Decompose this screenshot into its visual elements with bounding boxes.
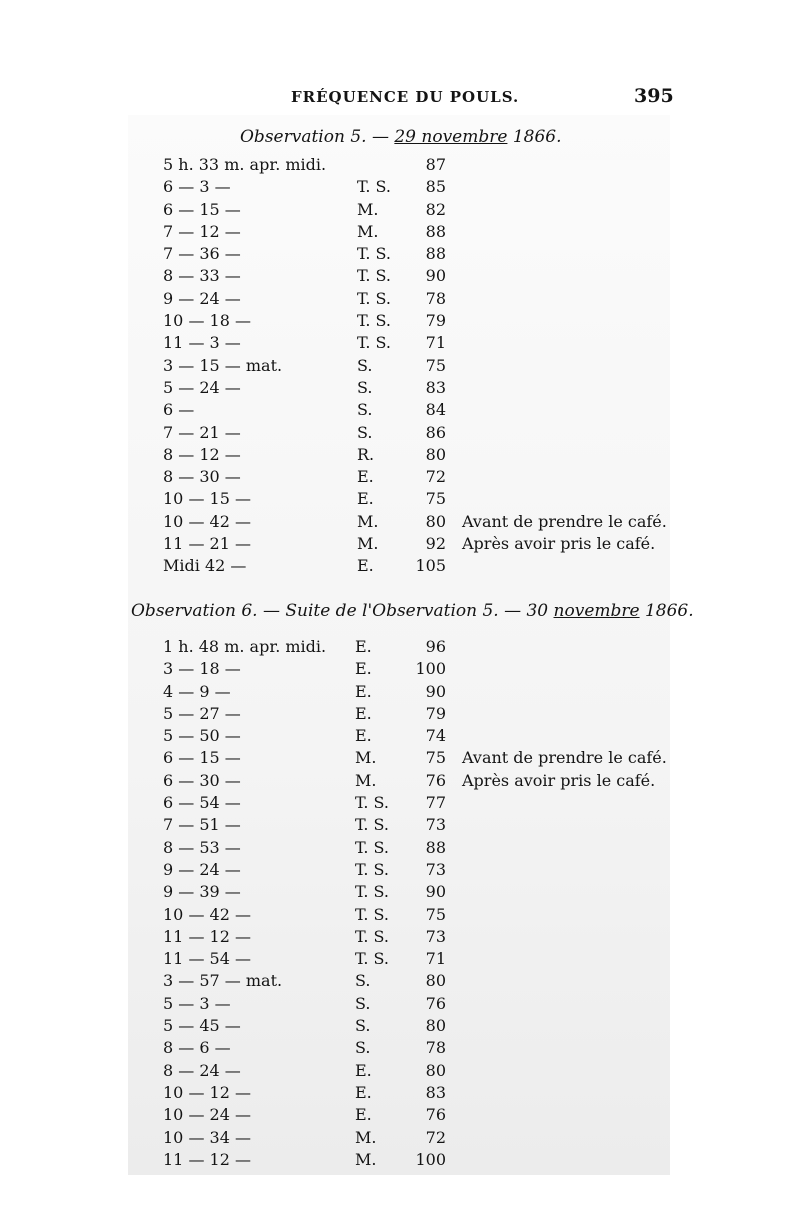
time-cell: 7 — 21 — xyxy=(163,422,241,442)
observation-6-table xyxy=(0,637,800,1172)
table-row xyxy=(0,155,800,177)
time-cell: 10 — 18 — xyxy=(163,311,251,331)
table-row xyxy=(0,378,800,400)
time-cell: 5 — 50 — xyxy=(163,726,241,746)
pulse-cell: 72 xyxy=(425,467,446,487)
time-cell: 11 — 12 — xyxy=(163,1149,251,1169)
time-cell: 5 — 45 — xyxy=(163,1016,241,1036)
table-row xyxy=(0,512,800,534)
state-cell: T. S. xyxy=(357,333,391,353)
table-row xyxy=(0,682,800,704)
time-cell: 8 — 6 — xyxy=(163,1038,231,1058)
table-row xyxy=(0,244,800,266)
note-cell: Avant de prendre le café. xyxy=(462,748,667,768)
table-row xyxy=(0,177,800,199)
state-cell: E. xyxy=(355,659,372,679)
pulse-cell: 79 xyxy=(425,703,446,723)
state-cell: T. S. xyxy=(355,904,389,924)
pulse-cell: 71 xyxy=(425,333,446,353)
pulse-cell: 87 xyxy=(425,155,446,174)
table-row xyxy=(0,1038,800,1060)
observation-5-table xyxy=(0,155,800,579)
pulse-cell: 90 xyxy=(425,882,446,902)
state-cell: T. S. xyxy=(355,793,389,813)
table-row xyxy=(0,1105,800,1127)
pulse-cell: 105 xyxy=(415,556,446,576)
time-cell: 8 — 30 — xyxy=(163,467,241,487)
state-cell: M. xyxy=(355,748,377,768)
state-cell: T. S. xyxy=(355,815,389,835)
table-row xyxy=(0,905,800,927)
table-row xyxy=(0,423,800,445)
table-row xyxy=(0,1016,800,1038)
pulse-cell: 78 xyxy=(425,1038,446,1058)
pulse-cell: 75 xyxy=(425,748,446,768)
pulse-cell: 80 xyxy=(425,511,446,531)
time-cell: 5 — 24 — xyxy=(163,377,241,397)
pulse-cell: 90 xyxy=(425,681,446,701)
pulse-cell: 75 xyxy=(425,489,446,509)
pulse-cell: 79 xyxy=(425,311,446,331)
table-row xyxy=(0,489,800,511)
state-cell: S. xyxy=(357,422,373,442)
pulse-cell: 75 xyxy=(425,355,446,375)
table-row xyxy=(0,971,800,993)
observation-5-title-prefix: Observation 5. — xyxy=(240,127,395,147)
time-cell: 8 — 12 — xyxy=(163,444,241,464)
time-cell: 7 — 12 — xyxy=(163,221,241,241)
observation-6-title xyxy=(131,601,694,621)
page-number: 395 xyxy=(634,85,674,107)
table-row xyxy=(0,637,800,659)
state-cell: M. xyxy=(355,1149,377,1169)
state-cell: M. xyxy=(355,1127,377,1147)
state-cell: T. S. xyxy=(357,266,391,286)
table-row xyxy=(0,1061,800,1083)
time-cell: 11 — 54 — xyxy=(163,949,251,969)
time-cell: 9 — 24 — xyxy=(163,859,241,879)
state-cell: E. xyxy=(355,1105,372,1125)
pulse-cell: 80 xyxy=(425,444,446,464)
state-cell: T. S. xyxy=(357,244,391,264)
state-cell: S. xyxy=(355,1038,371,1058)
time-cell: 5 h. 33 m. apr. midi. xyxy=(163,155,327,174)
table-row xyxy=(0,356,800,378)
time-cell: Midi 42 — xyxy=(163,556,247,576)
pulse-cell: 84 xyxy=(425,400,446,420)
time-cell: 3 — 57 — mat. xyxy=(163,971,283,991)
table-row xyxy=(0,556,800,578)
time-cell: 10 — 12 — xyxy=(163,1082,251,1102)
table-row xyxy=(0,1150,800,1172)
pulse-cell: 77 xyxy=(425,793,446,813)
table-row xyxy=(0,467,800,489)
state-cell: E. xyxy=(357,467,374,487)
state-cell: E. xyxy=(355,637,372,656)
state-cell: E. xyxy=(357,489,374,509)
time-cell: 6 — xyxy=(163,400,195,420)
state-cell: S. xyxy=(357,400,373,420)
table-row xyxy=(0,311,800,333)
table-row xyxy=(0,445,800,467)
time-cell: 8 — 24 — xyxy=(163,1060,241,1080)
state-cell: E. xyxy=(355,703,372,723)
pulse-cell: 83 xyxy=(425,1082,446,1102)
pulse-cell: 71 xyxy=(425,949,446,969)
time-cell: 9 — 24 — xyxy=(163,288,241,308)
pulse-cell: 80 xyxy=(425,1060,446,1080)
state-cell: E. xyxy=(355,726,372,746)
time-cell: 3 — 18 — xyxy=(163,659,241,679)
time-cell: 10 — 42 — xyxy=(163,904,251,924)
pulse-cell: 92 xyxy=(425,534,446,554)
table-row xyxy=(0,838,800,860)
pulse-cell: 72 xyxy=(425,1127,446,1147)
pulse-cell: 90 xyxy=(425,266,446,286)
pulse-cell: 74 xyxy=(425,726,446,746)
time-cell: 10 — 24 — xyxy=(163,1105,251,1125)
time-cell: 8 — 33 — xyxy=(163,266,241,286)
pulse-cell: 73 xyxy=(425,926,446,946)
observation-6-title-date: novembre xyxy=(553,601,640,621)
state-cell: S. xyxy=(355,993,371,1013)
table-row xyxy=(0,994,800,1016)
time-cell: 4 — 9 — xyxy=(163,681,231,701)
time-cell: 5 — 3 — xyxy=(163,993,231,1013)
pulse-cell: 82 xyxy=(425,199,446,219)
observation-6-title-year: 1866. xyxy=(639,601,694,621)
state-cell: S. xyxy=(357,355,373,375)
pulse-cell: 96 xyxy=(425,637,446,656)
table-row xyxy=(0,266,800,288)
table-row xyxy=(0,659,800,681)
time-cell: 10 — 15 — xyxy=(163,489,251,509)
table-row xyxy=(0,815,800,837)
note-cell: Avant de prendre le café. xyxy=(462,511,667,531)
state-cell: T. S. xyxy=(357,288,391,308)
state-cell: T. S. xyxy=(355,926,389,946)
time-cell: 6 — 15 — xyxy=(163,199,241,219)
table-row xyxy=(0,222,800,244)
observation-5-title-date: 29 novembre xyxy=(394,127,508,147)
state-cell: E. xyxy=(355,1082,372,1102)
pulse-cell: 73 xyxy=(425,815,446,835)
state-cell: T. S. xyxy=(357,177,391,197)
state-cell: M. xyxy=(357,511,379,531)
table-row xyxy=(0,1083,800,1105)
time-cell: 1 h. 48 m. apr. midi. xyxy=(163,637,327,656)
table-row xyxy=(0,534,800,556)
time-cell: 10 — 42 — xyxy=(163,511,251,531)
note-cell: Après avoir pris le café. xyxy=(462,770,656,790)
time-cell: 8 — 53 — xyxy=(163,837,241,857)
state-cell: M. xyxy=(357,199,379,219)
time-cell: 6 — 3 — xyxy=(163,177,231,197)
note-cell: Après avoir pris le café. xyxy=(462,534,656,554)
pulse-cell: 88 xyxy=(425,244,446,264)
table-row xyxy=(0,400,800,422)
observation-5-title-year: 1866. xyxy=(507,127,562,147)
table-row xyxy=(0,704,800,726)
state-cell: T. S. xyxy=(355,859,389,879)
pulse-cell: 83 xyxy=(425,377,446,397)
table-row xyxy=(0,1128,800,1150)
pulse-cell: 76 xyxy=(425,993,446,1013)
time-cell: 6 — 30 — xyxy=(163,770,241,790)
table-row xyxy=(0,771,800,793)
state-cell: S. xyxy=(355,971,371,991)
observation-6-title-prefix: Observation 6. — Suite de l'Observation 5. — 30 xyxy=(131,601,554,621)
table-row xyxy=(0,860,800,882)
table-row xyxy=(0,726,800,748)
state-cell: T. S. xyxy=(355,949,389,969)
state-cell: E. xyxy=(355,681,372,701)
table-row xyxy=(0,949,800,971)
running-title: FRÉQUENCE DU POULS. xyxy=(291,88,520,106)
table-row xyxy=(0,882,800,904)
pulse-cell: 76 xyxy=(425,770,446,790)
state-cell: T. S. xyxy=(355,882,389,902)
time-cell: 10 — 34 — xyxy=(163,1127,251,1147)
time-cell: 3 — 15 — mat. xyxy=(163,355,283,375)
pulse-cell: 78 xyxy=(425,288,446,308)
pulse-cell: 100 xyxy=(415,659,446,679)
table-row xyxy=(0,333,800,355)
time-cell: 11 — 12 — xyxy=(163,926,251,946)
state-cell: M. xyxy=(357,534,379,554)
observation-5-title xyxy=(240,127,562,147)
pulse-cell: 88 xyxy=(425,837,446,857)
state-cell: T. S. xyxy=(355,837,389,857)
table-row xyxy=(0,748,800,770)
state-cell: M. xyxy=(357,221,379,241)
pulse-cell: 86 xyxy=(425,422,446,442)
state-cell: E. xyxy=(357,556,374,576)
time-cell: 9 — 39 — xyxy=(163,882,241,902)
time-cell: 11 — 21 — xyxy=(163,534,251,554)
time-cell: 5 — 27 — xyxy=(163,703,241,723)
time-cell: 11 — 3 — xyxy=(163,333,241,353)
state-cell: R. xyxy=(357,444,375,464)
table-row xyxy=(0,289,800,311)
state-cell: T. S. xyxy=(357,311,391,331)
time-cell: 6 — 54 — xyxy=(163,793,241,813)
table-row xyxy=(0,927,800,949)
table-row xyxy=(0,200,800,222)
state-cell: S. xyxy=(357,377,373,397)
pulse-cell: 100 xyxy=(415,1149,446,1169)
table-row xyxy=(0,793,800,815)
pulse-cell: 88 xyxy=(425,221,446,241)
pulse-cell: 85 xyxy=(425,177,446,197)
pulse-cell: 75 xyxy=(425,904,446,924)
time-cell: 7 — 36 — xyxy=(163,244,241,264)
pulse-cell: 80 xyxy=(425,1016,446,1036)
state-cell: S. xyxy=(355,1016,371,1036)
pulse-cell: 73 xyxy=(425,859,446,879)
time-cell: 6 — 15 — xyxy=(163,748,241,768)
time-cell: 7 — 51 — xyxy=(163,815,241,835)
state-cell: E. xyxy=(355,1060,372,1080)
pulse-cell: 80 xyxy=(425,971,446,991)
state-cell: M. xyxy=(355,770,377,790)
pulse-cell: 76 xyxy=(425,1105,446,1125)
